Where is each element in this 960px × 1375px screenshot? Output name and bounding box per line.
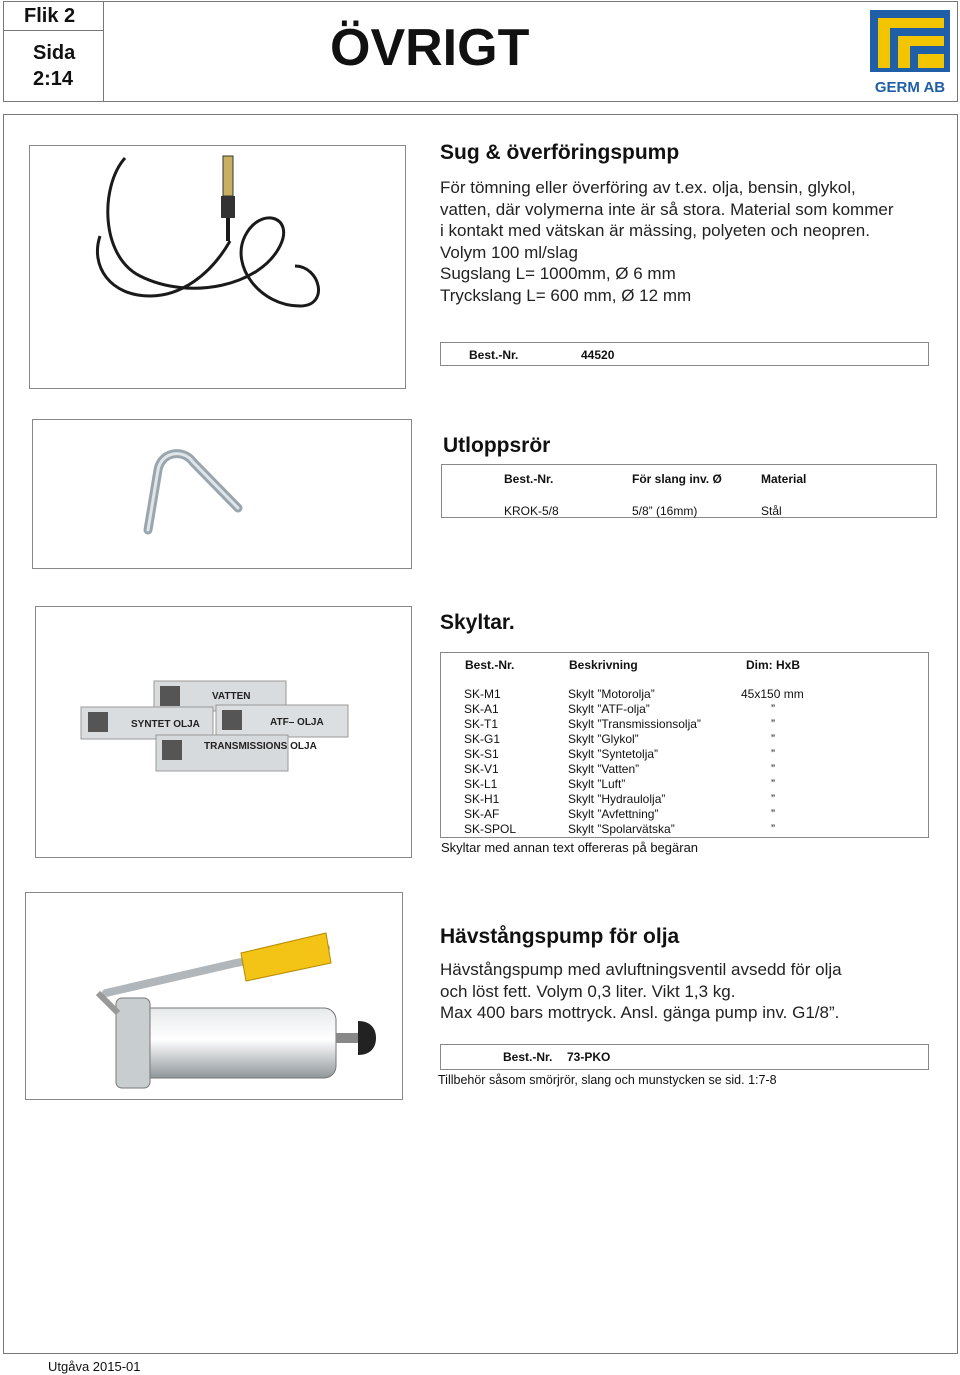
description-line: För tömning eller överföring av t.ex. olja, bensin, glykol, [440,178,856,197]
sign-dimension: ” [771,822,775,836]
sign-label: VATTEN [212,691,251,702]
sign-dimension: ” [771,777,775,791]
sign-label: SYNTET OLJA [131,719,200,730]
table-header: För slang inv. Ø [632,472,722,486]
sign-description: Skylt ”Luft” [568,777,626,791]
germ-ab-logo [868,8,952,98]
signs-note: Skyltar med annan text offereras på begäran [441,840,699,855]
sign-code: SK-G1 [464,732,501,746]
page-label: Sida [33,42,76,64]
outlet-pipe-photo [32,419,412,569]
description-line: och löst fett. Volym 0,3 liter. Vikt 1,3 kg. [440,981,736,1001]
sign-code: SK-L1 [464,777,498,791]
sign-description: Skylt ”Syntetolja” [568,747,659,761]
order-number: 44520 [581,348,615,362]
section1-title: Sug & överföringspump [440,141,680,164]
description-line: i kontakt med vätskan är mässing, polyeten och neopren. [440,221,870,240]
description-line: Volym 100 ml/slag [440,242,578,262]
sign-description: Skylt ”Spolarvätska” [568,822,675,836]
section4-description [440,959,842,1024]
outlet-pipe-image [33,420,411,568]
sign-dimension: ” [771,732,775,746]
grease-pump-image [26,893,402,1099]
signs-image [36,607,411,857]
sign-dimension: ” [771,717,775,731]
grease-pump-photo [25,892,403,1100]
sign-dimension: ” [771,702,775,716]
sign-code: SK-S1 [464,747,499,761]
description-line: Sugslang L= 1000mm, Ø 6 mm [440,264,676,283]
sign-description: Skylt ”Motorolja” [568,687,655,701]
table-cell: KROK-5/8 [504,504,559,518]
sign-description: Skylt ”Vatten” [568,762,640,776]
sign-code: SK-V1 [464,762,499,776]
table-cell: 5/8” (16mm) [632,504,698,518]
sign-code: SK-A1 [464,702,499,716]
sign-code: SK-T1 [464,717,499,731]
section4-order-row [440,1044,929,1070]
description-line: Hävstångspump med avluftningsventil avsedd för olja [440,960,842,979]
description-line: Tryckslang L= 600 mm, Ø 12 mm [440,285,692,305]
sign-description: Skylt ”Hydraulolja” [568,792,666,806]
logo-icon [868,8,952,98]
edition-label: Utgåva 2015-01 [48,1359,141,1374]
signs-photo [35,606,412,858]
hose-pump-image [30,146,405,388]
description-line: vatten, där volymerna inte är så stora. Material som kommer [440,199,894,219]
sign-description: Skylt ”Transmissionsolja” [568,717,701,731]
page-number-box [3,30,104,102]
accessory-note: Tillbehör såsom smörjrör, slang och munstycken se sid. 1:7-8 [438,1073,777,1087]
sign-dimension: 45x150 mm [741,687,804,701]
sign-code: SK-M1 [464,687,501,701]
sign-description: Skylt ”ATF-olja” [568,702,650,716]
section1-order-row [440,342,929,366]
section1-description [440,177,894,306]
tab-label: Flik 2 [3,1,104,31]
signs-table [440,652,929,838]
logo-text: GERM AB [874,79,946,96]
table-cell: Stål [761,504,782,518]
sign-code: SK-H1 [464,792,500,806]
page-title: ÖVRIGT [330,19,530,77]
sign-description: Skylt ”Avfettning” [568,807,659,821]
sign-code: SK-AF [464,807,500,821]
section3-title: Skyltar. [440,611,515,634]
order-label: Best.-Nr. [503,1050,553,1064]
table-header: Beskrivning [569,658,638,672]
outlet-pipe-table [441,464,937,518]
sign-dimension: ” [771,807,775,821]
sign-label: ATF– OLJA [270,717,324,728]
order-label: Best.-Nr. [469,348,519,362]
description-line: Max 400 bars mottryck. Ansl. gänga pump inv. G1/8”. [440,1003,840,1022]
title-box [103,1,958,102]
sign-dimension: ” [771,762,775,776]
table-header: Best.-Nr. [504,472,554,486]
sign-description: Skylt ”Glykol” [568,732,639,746]
section4-title: Hävstångspump för olja [440,925,680,948]
order-number: 73-PKO [567,1050,611,1064]
sign-label: TRANSMISSIONS OLJA [204,741,317,752]
page-number: 2:14 [33,68,74,90]
table-header: Dim: HxB [746,658,801,672]
sign-dimension: ” [771,747,775,761]
table-header: Best.-Nr. [465,658,515,672]
section2-title: Utloppsrör [443,434,551,457]
sign-dimension: ” [771,792,775,806]
sign-code: SK-SPOL [464,822,517,836]
suction-pump-photo [29,145,406,389]
table-header: Material [761,472,807,486]
